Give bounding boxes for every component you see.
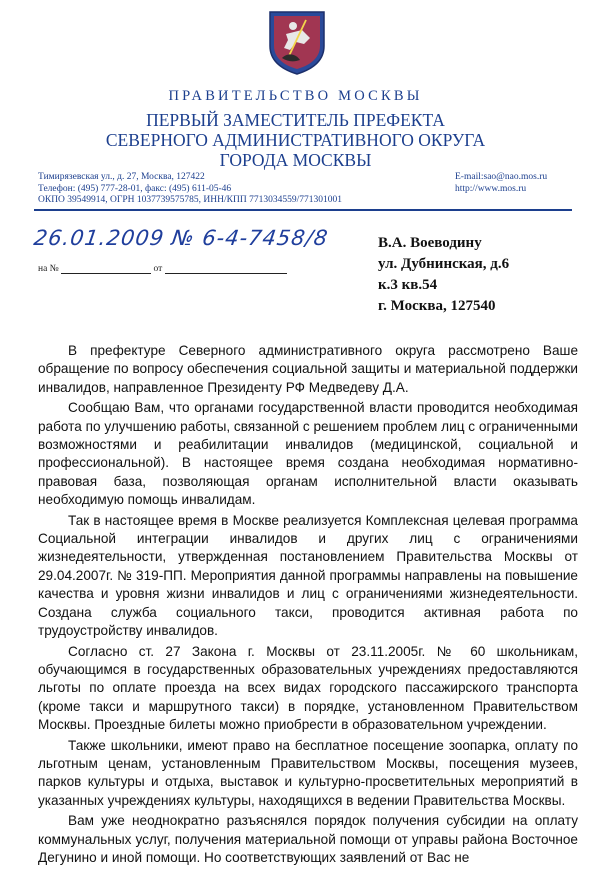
handwritten-registration-number: 26.01.2009 № 6-4-7458/8	[32, 226, 330, 250]
ref-number-line	[61, 263, 151, 274]
ref-date-line	[165, 263, 287, 274]
office-address: Тимирязевская ул., д. 27, Москва, 127422	[38, 172, 205, 182]
from-label: от	[153, 264, 163, 274]
addressee-name: В.А. Воеводину	[378, 235, 482, 251]
addressee-city: г. Москва, 127540	[378, 298, 496, 314]
moscow-coat-of-arms-icon	[266, 8, 328, 76]
office-codes: ОКПО 39549914, ОГРН 1037739575785, ИНН/КПП 7713034559/771301001	[38, 195, 342, 205]
office-website: http://www.mos.ru	[455, 183, 527, 194]
body-paragraph: Согласно ст. 27 Закона г. Москвы от 23.11.2005г. № 60 школьникам, обучающимся в государственных образовательных учреждениях предоставляются льготы по оплате проезда на всех видах городского пассажирского транспорта (кроме такси и маршрутного такси) в порядке, установленном Правительством Москвы. Проездные билеты можно приобрести в образовательном учреждении.	[38, 643, 578, 733]
addressee-building: к.3 кв.54	[378, 277, 438, 293]
body-paragraph: Сообщаю Вам, что органами государственной власти проводится необходимая работа по улучшению работы, связанной с решением проблем лиц с ограниченными возможностями и реабилитации инвалидов (медицинской, социальной и профессиональной). В настоящее время создана необходимая нормативно-правовая база, позволяющая органам исполнительной власти оказывать необходимую помощь инвалидам.	[38, 400, 578, 508]
online-contacts	[455, 172, 547, 195]
office-title-line-1: ПЕРВЫЙ ЗАМЕСТИТЕЛЬ ПРЕФЕКТА	[146, 110, 445, 130]
body-paragraph: Так в настоящее время в Москве реализуется Комплексная целевая программа Социальной интеграции инвалидов и других лиц с ограничениями жизнедеятельности, утвержденная постановлением Правительства Москвы от 29.04.2007г. № 319-ПП. Мероприятия данной программы направлены на повышение качества и уровня жизни инвалидов и лиц с ограничениями жизнедеятельности. Создана служба социального такси, проводится активная работа по трудоустройству инвалидов.	[38, 512, 578, 639]
addressee-block	[378, 233, 509, 317]
header-divider	[34, 209, 572, 211]
letter-body	[38, 342, 578, 869]
body-paragraph: Вам уже неоднократно разъяснялся порядок получения субсидии на оплату коммунальных услуг, получения материальной помощи от управы района Восточное Дегунино и иной помощи. Но соответствующих заявлений от Вас не	[38, 813, 578, 865]
contact-details	[38, 172, 342, 207]
body-paragraph: Также школьники, имеют право на бесплатное посещение зоопарка, оплату по льготным ценам, установленным Правительством Москвы, посещения музеев, парков культуры и отдыха, выставок и культурно-просветительных мероприятий в указанных учреждениях культуры, находящихся в ведении Правительства Москвы.	[38, 737, 578, 808]
office-title-line-2: СЕВЕРНОГО АДМИНИСТРАТИВНОГО ОКРУГА	[105, 130, 486, 150]
addressee-street: ул. Дубнинская, д.6	[378, 256, 510, 272]
office-phone: Телефон: (495) 777-28-01, факс: (495) 611-05-46	[38, 183, 232, 194]
ref-label: на №	[38, 264, 59, 274]
reference-row	[38, 263, 287, 274]
government-title: ПРАВИТЕЛЬСТВО МОСКВЫ	[168, 88, 423, 104]
office-title-line-3: ГОРОДА МОСКВЫ	[219, 150, 372, 170]
body-paragraph: В префектуре Северного административного округа рассмотрено Ваше обращение по вопросу обеспечения социальной защиты и материальной поддержки инвалидов, направленное Президенту РФ Медведеву Д.А.	[38, 343, 578, 395]
office-email: E-mail:sao@nao.mos.ru	[455, 172, 548, 182]
